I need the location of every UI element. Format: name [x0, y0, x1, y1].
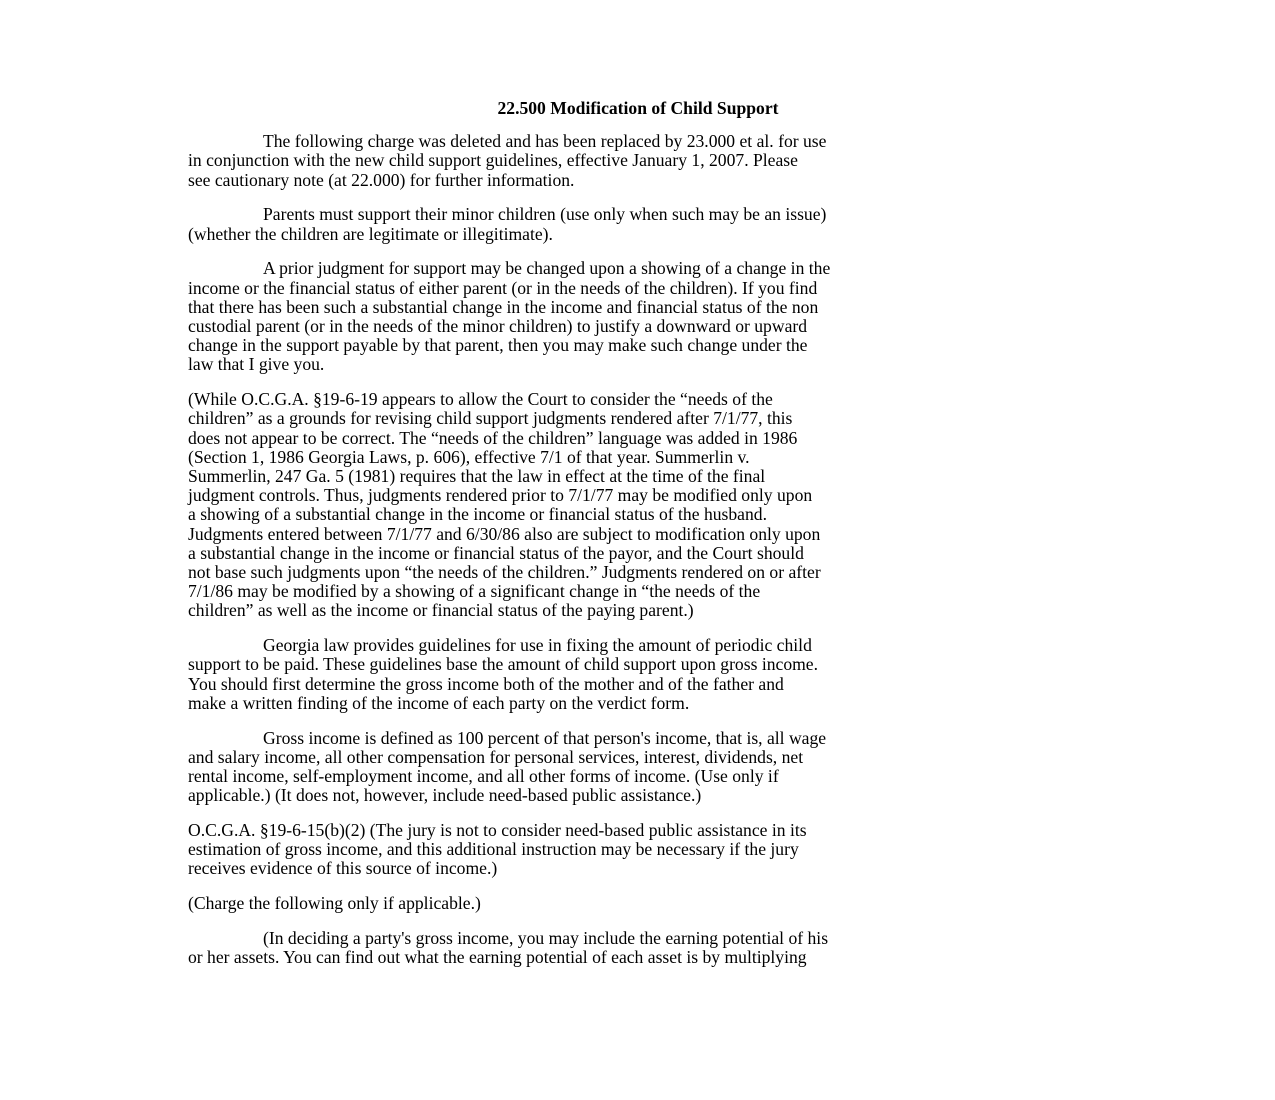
paragraph	[188, 390, 1088, 620]
paragraph-line: a substantial change in the income or financial status of the payor, and the Court should	[188, 542, 804, 563]
paragraph-line: O.C.G.A. §19-6-15(b)(2) (The jury is not to consider need-based public assistance in its	[188, 820, 807, 841]
paragraph-line: law that I give you.	[188, 354, 325, 375]
document-page	[188, 99, 1088, 983]
paragraph-line: estimation of gross income, and this additional instruction may be necessary if the jury	[188, 839, 799, 860]
paragraph-line: make a written finding of the income of each party on the verdict form.	[188, 692, 690, 713]
paragraph-line: judgment controls. Thus, judgments rendered prior to 7/1/77 may be modified only upon	[188, 485, 813, 506]
paragraph	[188, 636, 1088, 713]
document-body	[188, 132, 1088, 967]
paragraph-line: (Section 1, 1986 Georgia Laws, p. 606), effective 7/1 of that year. Summerlin v.	[188, 446, 750, 467]
paragraph-line: not base such judgments upon “the needs of the children.” Judgments rendered on or after	[188, 562, 821, 583]
paragraph-line: children” as a grounds for revising child support judgments rendered after 7/1/77, this	[188, 408, 793, 429]
paragraph-line: that there has been such a substantial change in the income and financial status of the non	[188, 296, 819, 317]
paragraph-line: or her assets. You can find out what the earning potential of each asset is by multiplying	[188, 947, 807, 968]
paragraph-line: a showing of a substantial change in the income or financial status of the husband.	[188, 504, 767, 525]
paragraph-line: custodial parent (or in the needs of the minor children) to justify a downward or upward	[188, 316, 808, 337]
paragraph	[188, 259, 1088, 374]
paragraph-line: Georgia law provides guidelines for use in fixing the amount of periodic child	[263, 635, 812, 656]
paragraph-line: in conjunction with the new child support guidelines, effective January 1, 2007. Please	[188, 150, 798, 171]
paragraph	[188, 729, 1088, 806]
paragraph-line: Summerlin, 247 Ga. 5 (1981) requires that the law in effect at the time of the final	[188, 466, 766, 487]
paragraph-line: (whether the children are legitimate or illegitimate).	[188, 223, 553, 244]
paragraph-line: Parents must support their minor children (use only when such may be an issue)	[263, 204, 827, 225]
paragraph-line: does not appear to be correct. The “needs of the children” language was added in 1986	[188, 427, 798, 448]
paragraph-line: You should first determine the gross income both of the mother and of the father and	[188, 673, 784, 694]
paragraph-line: A prior judgment for support may be changed upon a showing of a change in the	[263, 258, 831, 279]
paragraph-line: support to be paid. These guidelines base the amount of child support upon gross income.	[188, 654, 819, 675]
paragraph-line: change in the support payable by that parent, then you may make such change under the	[188, 335, 808, 356]
paragraph-line: applicable.) (It does not, however, include need-based public assistance.)	[188, 785, 702, 806]
paragraph-line: (In deciding a party's gross income, you may include the earning potential of his	[263, 928, 829, 949]
paragraph	[188, 894, 1088, 913]
paragraph-line: 7/1/86 may be modified by a showing of a significant change in “the needs of the	[188, 581, 761, 602]
paragraph-line: Judgments entered between 7/1/77 and 6/30/86 also are subject to modification only upon	[188, 523, 821, 544]
paragraph-line: receives evidence of this source of income.)	[188, 858, 498, 879]
paragraph-line: (Charge the following only if applicable.)	[188, 893, 481, 914]
paragraph-line: see cautionary note (at 22.000) for further information.	[188, 169, 575, 190]
paragraph-line: income or the financial status of either parent (or in the needs of the children). If you find	[188, 277, 818, 298]
paragraph-line: The following charge was deleted and has been replaced by 23.000 et al. for use	[263, 131, 827, 152]
paragraph-line: Gross income is defined as 100 percent of that person's income, that is, all wage	[263, 727, 827, 748]
document-title: 22.500 Modification of Child Support	[497, 98, 779, 118]
paragraph	[188, 132, 1088, 190]
paragraph	[188, 929, 1088, 967]
paragraph-line: and salary income, all other compensation for personal services, interest, dividends, net	[188, 746, 804, 767]
paragraph	[188, 205, 1088, 243]
paragraph	[188, 821, 1088, 879]
paragraph-line: (While O.C.G.A. §19-6-19 appears to allow the Court to consider the “needs of the	[188, 389, 773, 410]
paragraph-line: rental income, self-employment income, and all other forms of income. (Use only if	[188, 766, 779, 787]
paragraph-line: children” as well as the income or financial status of the paying parent.)	[188, 600, 694, 621]
